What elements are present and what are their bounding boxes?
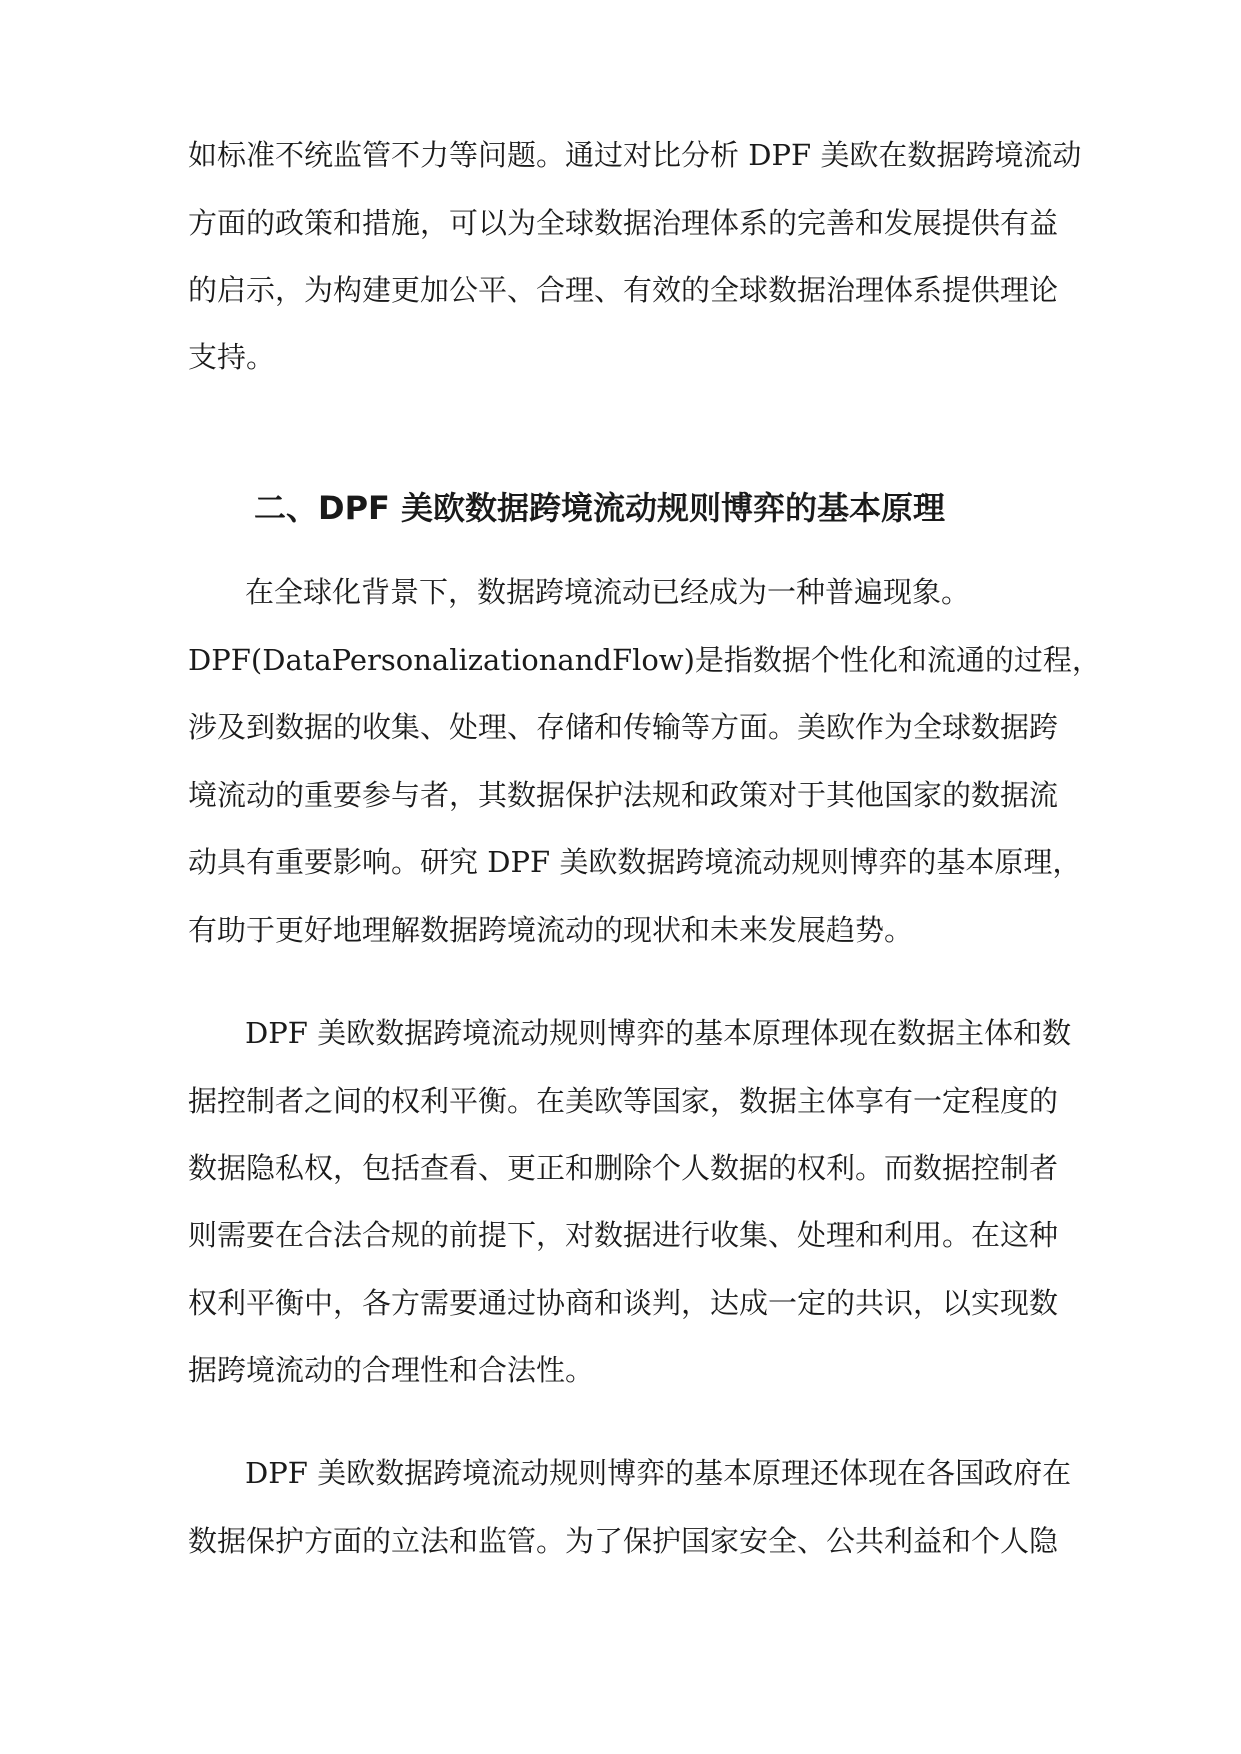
text-line: 数据隐私权，包括查看、更正和删除个人数据的权利。而数据控制者	[188, 1151, 1059, 1185]
text-line: 支持。	[188, 340, 276, 374]
text-line: 境流动的重要参与者，其数据保护法规和政策对于其他国家的数据流	[188, 778, 1059, 812]
text-line: 据跨境流动的合理性和合法性。	[188, 1353, 595, 1387]
text-line: DPF(DataPersonalizationandFlow)是指数据个性化和流通的过程，	[188, 643, 1101, 677]
text-line: 方面的政策和措施，可以为全球数据治理体系的完善和发展提供有益	[188, 206, 1059, 240]
text-line: 则需要在合法合规的前提下，对数据进行收集、处理和利用。在这种	[188, 1218, 1059, 1252]
text-line: 如标准不统监管不力等问题。通过对比分析 DPF 美欧在数据跨境流动	[188, 138, 1082, 172]
text-line: 在全球化背景下，数据跨境流动已经成为一种普遍现象。	[245, 575, 971, 609]
text-line: DPF 美欧数据跨境流动规则博弈的基本原理体现在数据主体和数	[245, 1016, 1072, 1050]
section-heading: 二、DPF 美欧数据跨境流动规则博弈的基本原理	[254, 489, 946, 527]
text-line: 涉及到数据的收集、处理、存储和传输等方面。美欧作为全球数据跨	[188, 710, 1059, 744]
text-line: 的启示，为构建更加公平、合理、有效的全球数据治理体系提供理论	[188, 273, 1059, 307]
text-line: 有助于更好地理解数据跨境流动的现状和未来发展趋势。	[188, 913, 914, 947]
text-line: DPF 美欧数据跨境流动规则博弈的基本原理还体现在各国政府在	[245, 1456, 1072, 1490]
text-line: 动具有重要影响。研究 DPF 美欧数据跨境流动规则博弈的基本原理，	[188, 845, 1082, 879]
text-line: 数据保护方面的立法和监管。为了保护国家安全、公共利益和个人隐	[188, 1524, 1059, 1558]
text-line: 据控制者之间的权利平衡。在美欧等国家，数据主体享有一定程度的	[188, 1084, 1059, 1118]
text-line: 权利平衡中，各方需要通过协商和谈判，达成一定的共识，以实现数	[188, 1286, 1059, 1320]
